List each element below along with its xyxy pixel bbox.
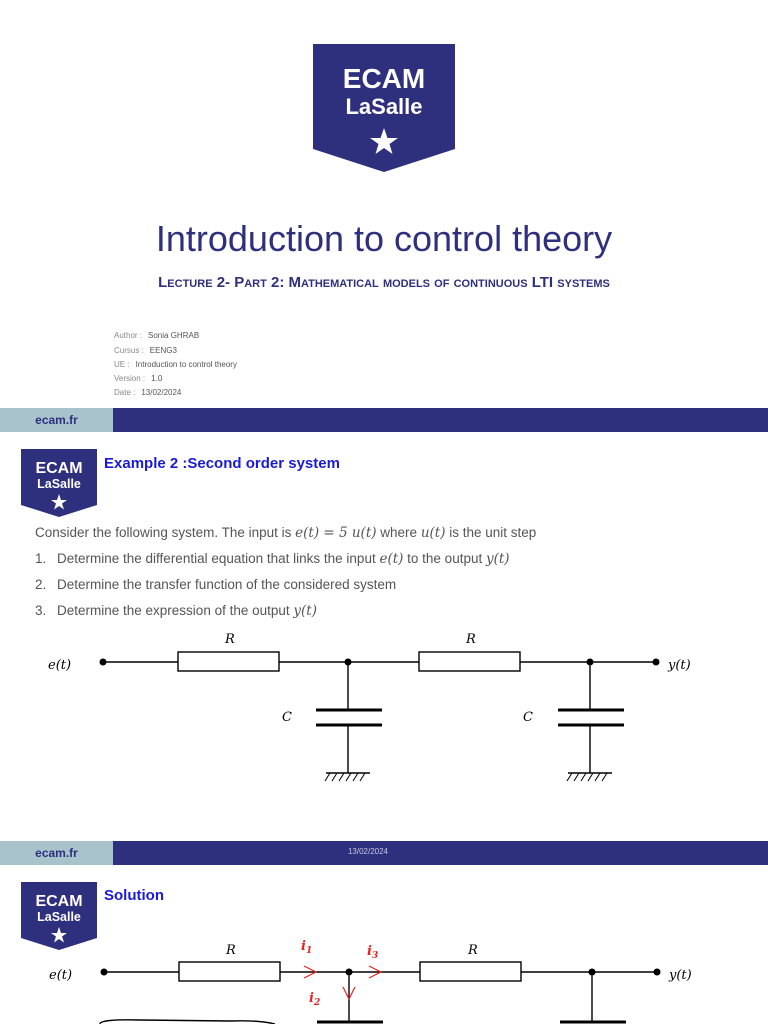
math: y(t) [485,551,510,567]
resistor-label: R [468,943,478,958]
text: Determine the expression of the output [57,603,294,618]
logo-lasalle-text: LaSalle [37,477,81,491]
presentation-title: Introduction to control theory [155,218,613,259]
footer-date: 13/02/2024 [347,847,389,856]
text: to the output [403,551,486,566]
footer-site-link[interactable]: ecam.fr [35,413,78,427]
ecam-lasalle-logo [313,44,455,172]
logo-lasalle-text: LaSalle [345,94,423,119]
output-label: y(t) [668,658,691,673]
question-2 [35,577,396,592]
current-label-i1: $i_1$ [301,939,313,956]
current-label-i2: $i_2$ [309,991,321,1008]
math: y(t) [293,603,317,619]
text: Determine the transfer function of the considered system [57,577,397,592]
solution-heading: Solution [104,887,164,904]
meta-ue [114,360,237,369]
text: is the unit step [445,525,537,540]
logo-ecam-text: ECAM [35,893,83,910]
list-number: 2. [35,577,47,592]
output-label: y(t) [669,968,692,983]
meta-label: Author : [114,331,143,340]
logo-lasalle-text: LaSalle [37,910,81,924]
meta-value: 1.0 [151,374,163,383]
meta-label: Date : [114,388,136,397]
current-label-i3: $i_3$ [367,944,379,961]
math: u(t) [420,525,446,541]
meta-author [114,331,199,340]
footer-site-box [0,841,113,865]
question-1 [35,551,510,567]
text: Determine the differential equation that links the input [57,551,380,566]
capacitor-label: C [282,710,292,725]
meta-date [114,388,181,397]
meta-value: EENG3 [149,346,177,355]
footer-site-box [0,408,113,432]
rc-circuit-diagram [0,625,768,800]
example-heading: Example 2 :Second order system [104,455,340,472]
meta-value: Introduction to control theory [135,360,237,369]
title-slide-footer [0,408,768,432]
math: e(t) = 5 u(t) [295,525,377,541]
meta-label: UE : [114,360,130,369]
input-label: e(t) [49,968,73,983]
meta-label: Cursus : [114,346,144,355]
list-number: 3. [35,603,47,618]
input-label: e(t) [48,658,72,673]
text: where [376,525,421,540]
example-slide-footer [0,841,768,865]
question-3 [35,603,317,619]
meta-label: Version : [114,374,146,383]
meta-value: 13/02/2024 [141,388,182,397]
logo-ecam-text: ECAM [342,63,426,94]
resistor-label: R [226,943,236,958]
math: e(t) [379,551,404,567]
meta-cursus [114,346,177,355]
solution-circuit-diagram [0,934,768,1024]
text: Consider the following system. The input is [35,525,296,540]
meta-version [114,374,162,383]
presentation-subtitle: Lecture 2- Part 2: Mathematical models of continuous LTI systems [158,274,610,291]
footer-bar [113,841,768,865]
resistor-label: R [466,632,476,647]
meta-value: Sonia GHRAB [148,331,200,340]
example-intro [35,525,536,541]
footer-site-link[interactable]: ecam.fr [35,846,78,860]
resistor-label: R [225,632,235,647]
ecam-lasalle-logo-small [21,449,97,517]
logo-ecam-text: ECAM [35,460,83,477]
footer-bar [113,408,768,432]
list-number: 1. [35,551,47,566]
capacitor-label: C [523,710,533,725]
